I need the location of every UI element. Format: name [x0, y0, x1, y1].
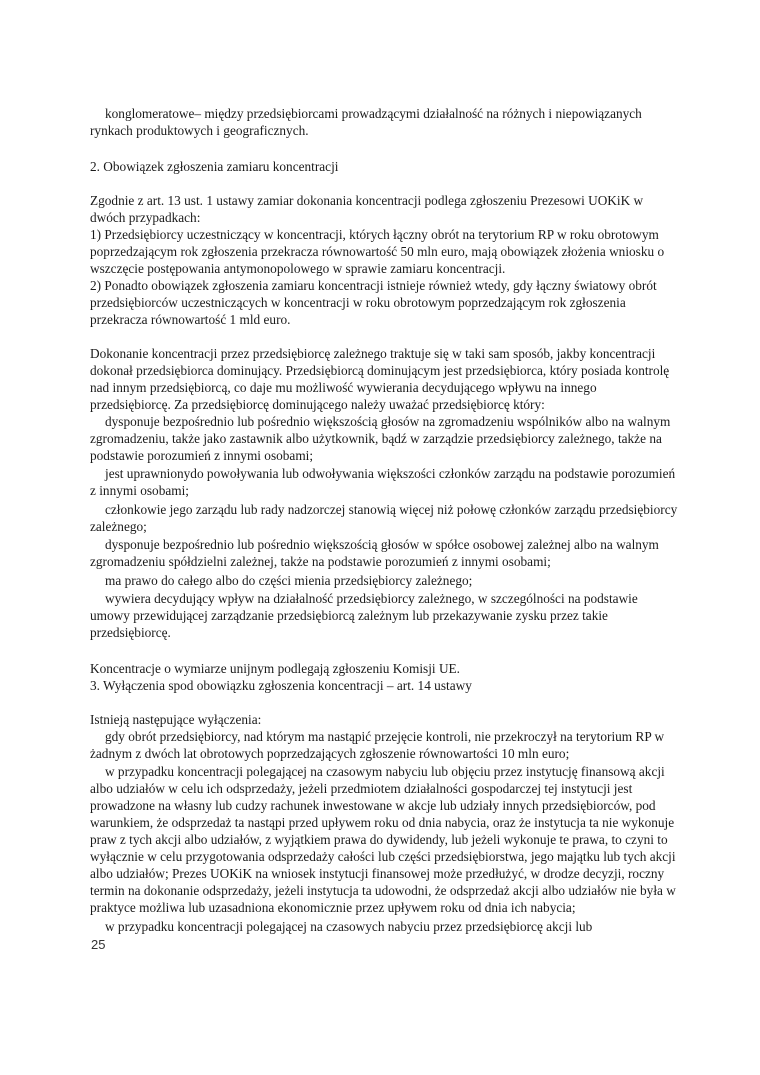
list-item: wywiera decydujący wpływ na działalność przedsiębiorcy zależnego, w szczególności na podstawie umowy przewidującej zarządzanie przedsiębiorcą zależnym lub przekazywanie zysku przez takie przedsiębiorcę.: [90, 591, 638, 640]
list-item: jest uprawnionydo powoływania lub odwoływania większości członków zarządu na podstawie porozumień z innymi osobami;: [90, 466, 676, 498]
page-number: 25: [91, 937, 106, 952]
section-2-heading: 2. Obowiązek zgłoszenia zamiaru koncentracji: [90, 158, 339, 174]
case-2: 2) Ponadto obowiązek zgłoszenia zamiaru koncentracji istnieje również wtedy, gdy łączny światowy obrót przedsiębiorców uczestniczących w koncentracji w roku obrotowym poprzedzającym rok zgłoszenia przekracza równowartość 1 mld euro.: [90, 277, 657, 327]
bullet-conglomerate: konglomeratowe– między przedsiębiorcami prowadzącymi działalność na różnych i niepowiązanych rynkach produktowych i geograficznych.: [90, 106, 642, 138]
list-item: w przypadku koncentracji polegającej na czasowym nabyciu lub objęciu przez instytucję finansową akcji albo udziałów w celu ich odsprzedaży, jeżeli przedmiotem działalności gospodarczej tej instytucji jest prowadzone na własny lub cudzy rachunek inwestowane w akcje lub udziały innych przedsiębiorców, pod warunkiem, że odsprzedaż ta nastąpi przed upływem roku od dnia nabycia, oraz że instytucja ta nie wykonuje praw z tych akcji albo udziałów, z wyjątkiem prawa do dywidendy, lub jeżeli wykonuje te prawa, to czyni to wyłącznie w celu przygotowania odsprzedaży całości lub części przedsiębiorstwa, jego majątku lub tych akcji albo udziałów; Prezes UOKiK na wniosek instytucji finansowej może przedłużyć, w drodze decyzji, roczny termin na dokonanie odsprzedaży, jeżeli instytucja ta udowodni, że odsprzedaż akcji albo udziałów nie była w praktyce możliwa lub uzasadniona ekonomicznie przez upływem roku od dnia ich nabycia;: [90, 764, 676, 915]
section-3-heading: 3. Wyłączenia spod obowiązku zgłoszenia koncentracji – art. 14 ustawy: [90, 677, 472, 693]
page-content: [90, 105, 680, 936]
case-1: 1) Przedsiębiorcy uczestniczący w koncentracji, których łączny obrót na terytorium RP w roku obrotowym poprzedzającym rok zgłoszenia przekracza równowartość 50 mln euro, mają obowiązek złożenia wniosku o wszczęcie postępowania antymonopolowego w sprawie zamiaru koncentracji.: [90, 226, 665, 276]
list-item: w przypadku koncentracji polegającej na czasowych nabyciu przez przedsiębiorcę akcji lub: [105, 918, 593, 934]
list-item: dysponuje bezpośrednio lub pośrednio większością głosów w spółce osobowej zależnej albo na walnym zgromadzeniu spółdzielni zależnej, także na podstawie porozumień z innymi osobami;: [90, 537, 659, 569]
dominant-intro: Dokonanie koncentracji przez przedsiębiorcę zależnego traktuje się w taki sam sposób, jakby koncentracji dokonał przedsiębiorca dominujący. Przedsiębiorcą dominującym jest przedsiębiorca, który posiada kontrolę nad innym przedsiębiorcą, co daje mu możliwość wywierania decydującego wpływu na innego przedsiębiorcę. Za przedsiębiorcę dominującego należy uważać przedsiębiorcę który:: [90, 345, 670, 412]
eu-note: Koncentracje o wymiarze unijnym podlegają zgłoszeniu Komisji UE.: [90, 660, 460, 676]
list-item: dysponuje bezpośrednio lub pośrednio większością głosów na zgromadzeniu wspólników albo na walnym zgromadzeniu, także jako zastawnik albo użytkownik, bądź w zarządzie przedsiębiorcy zależnego, także na podstawie porozumień z innymi osobami;: [90, 413, 671, 463]
list-item: ma prawo do całego albo do części mienia przedsiębiorcy zależnego;: [105, 572, 473, 588]
list-item: członkowie jego zarządu lub rady nadzorczej stanowią więcej niż połowę członków zarządu przedsiębiorcy zależnego;: [90, 501, 678, 534]
section-2-intro: Zgodnie z art. 13 ust. 1 ustawy zamiar dokonania koncentracji podlega zgłoszeniu Prezesowi UOKiK w dwóch przypadkach:: [90, 192, 644, 225]
list-item: gdy obrót przedsiębiorcy, nad którym ma nastąpić przejęcie kontroli, nie przekroczył na terytorium RP w żadnym z dwóch lat obrotowych poprzedzających zgłoszenie równowartości 10 mln euro;: [90, 728, 665, 761]
section-3-intro: Istnieją następujące wyłączenia:: [90, 711, 262, 727]
